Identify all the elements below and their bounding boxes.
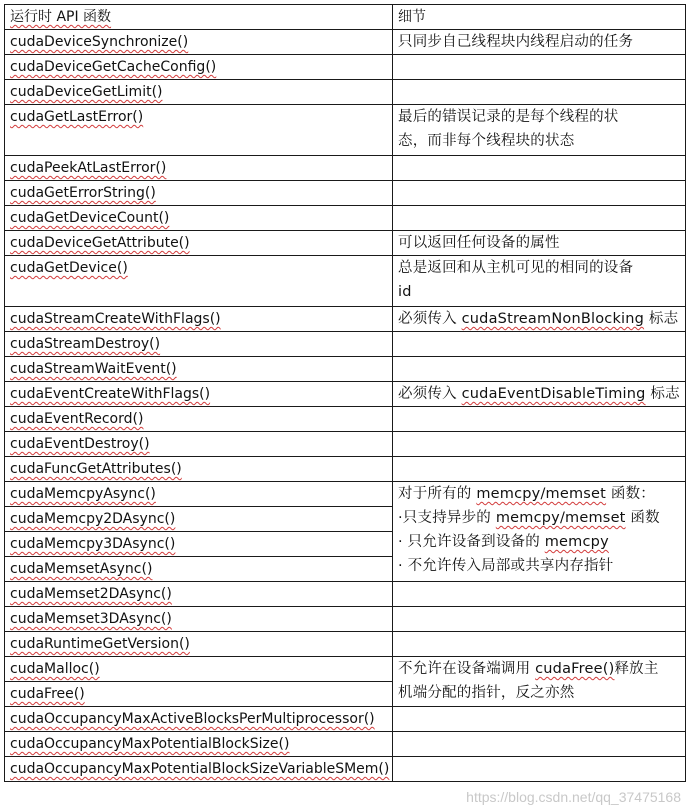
table-row [5, 382, 686, 407]
function-cell: cudaPeekAtLastError() [5, 156, 393, 181]
table-row [5, 757, 686, 782]
detail-cell [393, 582, 686, 607]
detail-cell: 必须传入 cudaEventDisableTiming 标志 [393, 382, 686, 407]
detail-cell [393, 432, 686, 457]
function-cell: cudaEventCreateWithFlags() [5, 382, 393, 407]
detail-cell: 只同步自己线程块内线程启动的任务 [393, 30, 686, 55]
function-cell: cudaOccupancyMaxPotentialBlockSize() [5, 732, 393, 757]
table-row [5, 707, 686, 732]
function-cell: cudaMemcpy2DAsync() [5, 507, 393, 532]
detail-cell [393, 632, 686, 657]
table-row [5, 357, 686, 382]
detail-cell [393, 55, 686, 80]
function-cell: cudaStreamWaitEvent() [5, 357, 393, 382]
function-cell: cudaDeviceGetLimit() [5, 80, 393, 105]
function-cell: cudaStreamDestroy() [5, 332, 393, 357]
table-row [5, 482, 686, 507]
watermark: https://blog.csdn.net/qq_37475168 [466, 789, 681, 805]
function-cell: cudaMemcpy3DAsync() [5, 532, 393, 557]
function-cell: cudaMemset3DAsync() [5, 607, 393, 632]
header-detail: 细节 [393, 5, 686, 30]
cuda-runtime-api-table [4, 4, 686, 782]
detail-cell: 可以返回任何设备的属性 [393, 231, 686, 256]
table-row [5, 80, 686, 105]
table-row [5, 156, 686, 181]
function-cell: cudaGetErrorString() [5, 181, 393, 206]
memcpy-note-line: ·只支持异步的 memcpy/memset 函数 [398, 510, 660, 526]
free-note-cell [393, 657, 686, 707]
detail-cell [393, 181, 686, 206]
memcpy-note-line: · 不允许传入局部或共享内存指针 [398, 558, 614, 574]
memcpy-note-line: 对于所有的 memcpy/memset 函数： [398, 486, 655, 502]
table-row [5, 607, 686, 632]
function-cell: cudaGetDeviceCount() [5, 206, 393, 231]
function-cell: cudaFuncGetAttributes() [5, 457, 393, 482]
function-cell: cudaEventRecord() [5, 407, 393, 432]
detail-cell: 必须传入 cudaStreamNonBlocking 标志 [393, 307, 686, 332]
detail-cell [393, 407, 686, 432]
header-api-function: 运行时 API 函数 [5, 5, 393, 30]
table-row [5, 231, 686, 256]
function-cell: cudaMemsetAsync() [5, 557, 393, 582]
detail-cell [393, 607, 686, 632]
detail-cell [393, 732, 686, 757]
table-header-row [5, 5, 686, 30]
detail-cell [393, 707, 686, 732]
function-cell: cudaDeviceGetAttribute() [5, 231, 393, 256]
detail-cell [393, 757, 686, 782]
table-row [5, 432, 686, 457]
detail-cell [393, 156, 686, 181]
table-row [5, 632, 686, 657]
table-row [5, 332, 686, 357]
detail-cell [393, 80, 686, 105]
table-row [5, 307, 686, 332]
table-row [5, 55, 686, 80]
table-row [5, 582, 686, 607]
table-row [5, 657, 686, 682]
function-cell: cudaEventDestroy() [5, 432, 393, 457]
function-cell: cudaStreamCreateWithFlags() [5, 307, 393, 332]
table-row [5, 732, 686, 757]
detail-cell [393, 457, 686, 482]
detail-cell: 最后的错误记录的是每个线程的状 态，而非每个线程块的状态 [393, 105, 686, 156]
table-row [5, 181, 686, 206]
function-cell: cudaMemcpyAsync() [5, 482, 393, 507]
function-cell: cudaGetLastError() [5, 105, 393, 156]
function-cell: cudaMalloc() [5, 657, 393, 682]
function-cell: cudaRuntimeGetVersion() [5, 632, 393, 657]
memcpy-note-cell [393, 482, 686, 582]
function-cell: cudaFree() [5, 682, 393, 707]
function-cell: cudaDeviceGetCacheConfig() [5, 55, 393, 80]
table-row [5, 457, 686, 482]
memcpy-note-line: · 只允许设备到设备的 memcpy [398, 534, 609, 550]
detail-cell [393, 332, 686, 357]
free-note-line: 机端分配的指针，反之亦然 [398, 685, 575, 701]
table-row [5, 105, 686, 156]
function-cell: cudaGetDevice() [5, 256, 393, 307]
free-note-line: 不允许在设备端调用 cudaFree()释放主 [398, 661, 659, 677]
table-row [5, 30, 686, 55]
function-cell: cudaDeviceSynchronize() [5, 30, 393, 55]
table-row [5, 256, 686, 307]
detail-cell [393, 206, 686, 231]
function-cell: cudaMemset2DAsync() [5, 582, 393, 607]
function-cell: cudaOccupancyMaxPotentialBlockSizeVariableSMem() [5, 757, 393, 782]
function-cell: cudaOccupancyMaxActiveBlocksPerMultiprocessor() [5, 707, 393, 732]
table-row [5, 407, 686, 432]
detail-cell: 总是返回和从主机可见的相同的设备 id [393, 256, 686, 307]
table-row [5, 206, 686, 231]
detail-cell [393, 357, 686, 382]
